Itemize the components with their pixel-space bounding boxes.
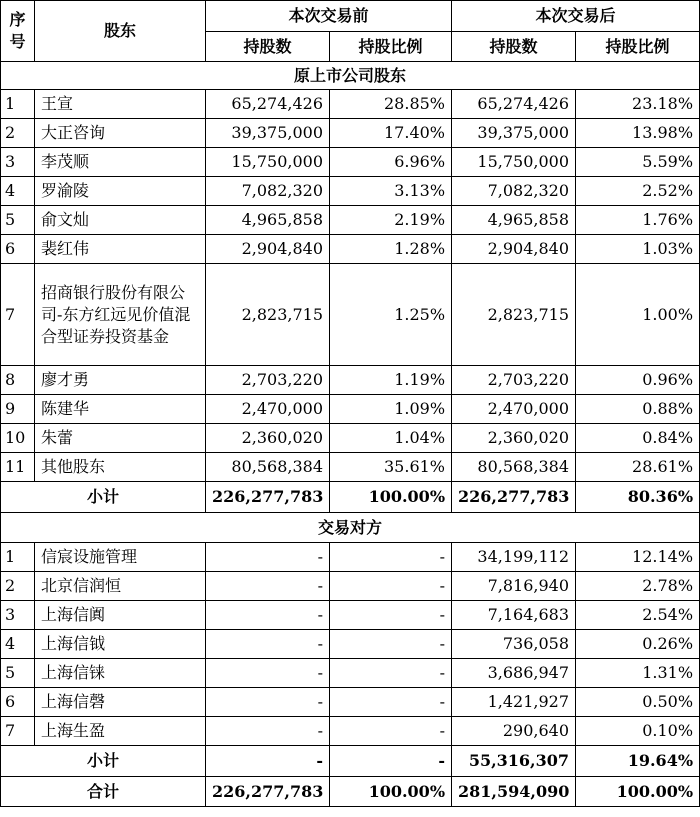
row-number: 3 <box>1 148 35 177</box>
shareholder-name: 上海信阗 <box>35 601 206 630</box>
before-ratio: 35.61% <box>330 453 452 482</box>
after-shares: 290,640 <box>452 717 576 746</box>
shareholder-header: 股东 <box>35 1 206 62</box>
after-ratio: 0.84% <box>576 424 700 453</box>
after-ratio-header: 持股比例 <box>576 32 700 62</box>
before-shares: - <box>206 601 330 630</box>
after-ratio: 28.61% <box>576 453 700 482</box>
total-label: 合计 <box>1 777 206 807</box>
table-row <box>1 717 700 746</box>
before-ratio: 3.13% <box>330 177 452 206</box>
table-row <box>1 206 700 235</box>
shareholder-name: 裴红伟 <box>35 235 206 264</box>
subtotal-after-ratio: 80.36% <box>576 482 700 513</box>
after-shares: 7,082,320 <box>452 177 576 206</box>
after-ratio: 0.88% <box>576 395 700 424</box>
table-row <box>1 659 700 688</box>
table-row <box>1 148 700 177</box>
after-ratio: 0.10% <box>576 717 700 746</box>
total-row <box>1 777 700 807</box>
row-number: 7 <box>1 717 35 746</box>
shareholder-name: 俞文灿 <box>35 206 206 235</box>
after-ratio: 1.31% <box>576 659 700 688</box>
original-subtotal-row <box>1 482 700 513</box>
row-number: 8 <box>1 366 35 395</box>
before-shares-header: 持股数 <box>206 32 330 62</box>
before-shares: - <box>206 572 330 601</box>
after-ratio: 23.18% <box>576 90 700 119</box>
before-ratio: - <box>330 688 452 717</box>
shareholder-name: 信宸设施管理 <box>35 543 206 572</box>
before-ratio: - <box>330 572 452 601</box>
row-number: 7 <box>1 264 35 366</box>
total-before-ratio: 100.00% <box>330 777 452 807</box>
shareholder-name: 陈建华 <box>35 395 206 424</box>
shareholder-name: 朱蕾 <box>35 424 206 453</box>
after-shares: 1,421,927 <box>452 688 576 717</box>
subtotal-before-ratio: - <box>330 746 452 777</box>
after-ratio: 0.50% <box>576 688 700 717</box>
row-number: 2 <box>1 119 35 148</box>
subtotal-before-shares: - <box>206 746 330 777</box>
after-shares: 39,375,000 <box>452 119 576 148</box>
after-ratio: 2.78% <box>576 572 700 601</box>
after-ratio: 2.52% <box>576 177 700 206</box>
table-row <box>1 264 700 366</box>
after-shares: 65,274,426 <box>452 90 576 119</box>
after-ratio: 0.26% <box>576 630 700 659</box>
table-row <box>1 177 700 206</box>
after-shares: 2,904,840 <box>452 235 576 264</box>
table-row <box>1 572 700 601</box>
before-shares: 65,274,426 <box>206 90 330 119</box>
before-ratio: - <box>330 717 452 746</box>
original-shareholders-body <box>1 90 700 482</box>
shareholder-name: 北京信润恒 <box>35 572 206 601</box>
subtotal-after-shares: 55,316,307 <box>452 746 576 777</box>
after-ratio: 12.14% <box>576 543 700 572</box>
before-ratio: 1.04% <box>330 424 452 453</box>
shareholder-name: 李茂顺 <box>35 148 206 177</box>
total-after-ratio: 100.00% <box>576 777 700 807</box>
shareholder-name: 上海信钺 <box>35 630 206 659</box>
after-shares: 2,360,020 <box>452 424 576 453</box>
after-shares: 4,965,858 <box>452 206 576 235</box>
before-ratio-header: 持股比例 <box>330 32 452 62</box>
before-shares: - <box>206 630 330 659</box>
after-shares-header: 持股数 <box>452 32 576 62</box>
row-number: 1 <box>1 543 35 572</box>
subtotal-label: 小计 <box>1 746 206 777</box>
before-shares: - <box>206 543 330 572</box>
row-number: 5 <box>1 659 35 688</box>
table-row <box>1 366 700 395</box>
shareholder-name: 招商银行股份有限公司-东方红远见价值混合型证券投资基金 <box>35 264 206 366</box>
table-row <box>1 453 700 482</box>
after-ratio: 0.96% <box>576 366 700 395</box>
row-number: 6 <box>1 235 35 264</box>
after-header: 本次交易后 <box>452 1 700 32</box>
after-ratio: 1.00% <box>576 264 700 366</box>
before-shares: 2,823,715 <box>206 264 330 366</box>
after-ratio: 1.76% <box>576 206 700 235</box>
section-counterparty-heading: 交易对方 <box>1 513 700 543</box>
before-ratio: 17.40% <box>330 119 452 148</box>
before-ratio: 28.85% <box>330 90 452 119</box>
after-ratio: 2.54% <box>576 601 700 630</box>
after-shares: 34,199,112 <box>452 543 576 572</box>
after-shares: 736,058 <box>452 630 576 659</box>
row-number: 3 <box>1 601 35 630</box>
seq-header: 序号 <box>1 1 35 62</box>
before-shares: - <box>206 688 330 717</box>
before-shares: 15,750,000 <box>206 148 330 177</box>
after-ratio: 5.59% <box>576 148 700 177</box>
before-shares: - <box>206 659 330 688</box>
before-shares: 4,965,858 <box>206 206 330 235</box>
shareholder-name: 上海信磬 <box>35 688 206 717</box>
row-number: 4 <box>1 177 35 206</box>
before-shares: 39,375,000 <box>206 119 330 148</box>
subtotal-after-shares: 226,277,783 <box>452 482 576 513</box>
row-number: 10 <box>1 424 35 453</box>
after-shares: 2,823,715 <box>452 264 576 366</box>
shareholder-name: 其他股东 <box>35 453 206 482</box>
shareholder-name: 上海信铼 <box>35 659 206 688</box>
table-row <box>1 601 700 630</box>
before-ratio: 1.09% <box>330 395 452 424</box>
table-row <box>1 119 700 148</box>
after-shares: 3,686,947 <box>452 659 576 688</box>
after-shares: 2,470,000 <box>452 395 576 424</box>
before-ratio: 1.19% <box>330 366 452 395</box>
before-ratio: - <box>330 630 452 659</box>
before-shares: 2,904,840 <box>206 235 330 264</box>
table-row <box>1 688 700 717</box>
row-number: 4 <box>1 630 35 659</box>
table-row <box>1 235 700 264</box>
shareholder-name: 上海生盈 <box>35 717 206 746</box>
before-ratio: 2.19% <box>330 206 452 235</box>
table-row <box>1 90 700 119</box>
after-shares: 15,750,000 <box>452 148 576 177</box>
table-row <box>1 543 700 572</box>
shareholder-name: 大正咨询 <box>35 119 206 148</box>
before-shares: 2,703,220 <box>206 366 330 395</box>
total-after-shares: 281,594,090 <box>452 777 576 807</box>
after-shares: 7,164,683 <box>452 601 576 630</box>
before-shares: 2,470,000 <box>206 395 330 424</box>
subtotal-before-shares: 226,277,783 <box>206 482 330 513</box>
counterparty-subtotal-row <box>1 746 700 777</box>
total-before-shares: 226,277,783 <box>206 777 330 807</box>
table-row <box>1 424 700 453</box>
shareholder-name: 王宣 <box>35 90 206 119</box>
row-number: 11 <box>1 453 35 482</box>
after-shares: 7,816,940 <box>452 572 576 601</box>
section-original-heading: 原上市公司股东 <box>1 62 700 90</box>
counterparty-body <box>1 543 700 746</box>
before-ratio: - <box>330 601 452 630</box>
after-ratio: 1.03% <box>576 235 700 264</box>
before-shares: - <box>206 717 330 746</box>
subtotal-label: 小计 <box>1 482 206 513</box>
subtotal-after-ratio: 19.64% <box>576 746 700 777</box>
row-number: 5 <box>1 206 35 235</box>
row-number: 6 <box>1 688 35 717</box>
table-row <box>1 630 700 659</box>
row-number: 1 <box>1 90 35 119</box>
before-shares: 7,082,320 <box>206 177 330 206</box>
before-ratio: 6.96% <box>330 148 452 177</box>
before-shares: 80,568,384 <box>206 453 330 482</box>
table-row <box>1 395 700 424</box>
shareholder-name: 罗渝陵 <box>35 177 206 206</box>
after-shares: 80,568,384 <box>452 453 576 482</box>
row-number: 2 <box>1 572 35 601</box>
before-ratio: - <box>330 543 452 572</box>
subtotal-before-ratio: 100.00% <box>330 482 452 513</box>
before-shares: 2,360,020 <box>206 424 330 453</box>
before-ratio: 1.25% <box>330 264 452 366</box>
before-header: 本次交易前 <box>206 1 452 32</box>
after-ratio: 13.98% <box>576 119 700 148</box>
before-ratio: 1.28% <box>330 235 452 264</box>
before-ratio: - <box>330 659 452 688</box>
row-number: 9 <box>1 395 35 424</box>
shareholder-name: 廖才勇 <box>35 366 206 395</box>
after-shares: 2,703,220 <box>452 366 576 395</box>
